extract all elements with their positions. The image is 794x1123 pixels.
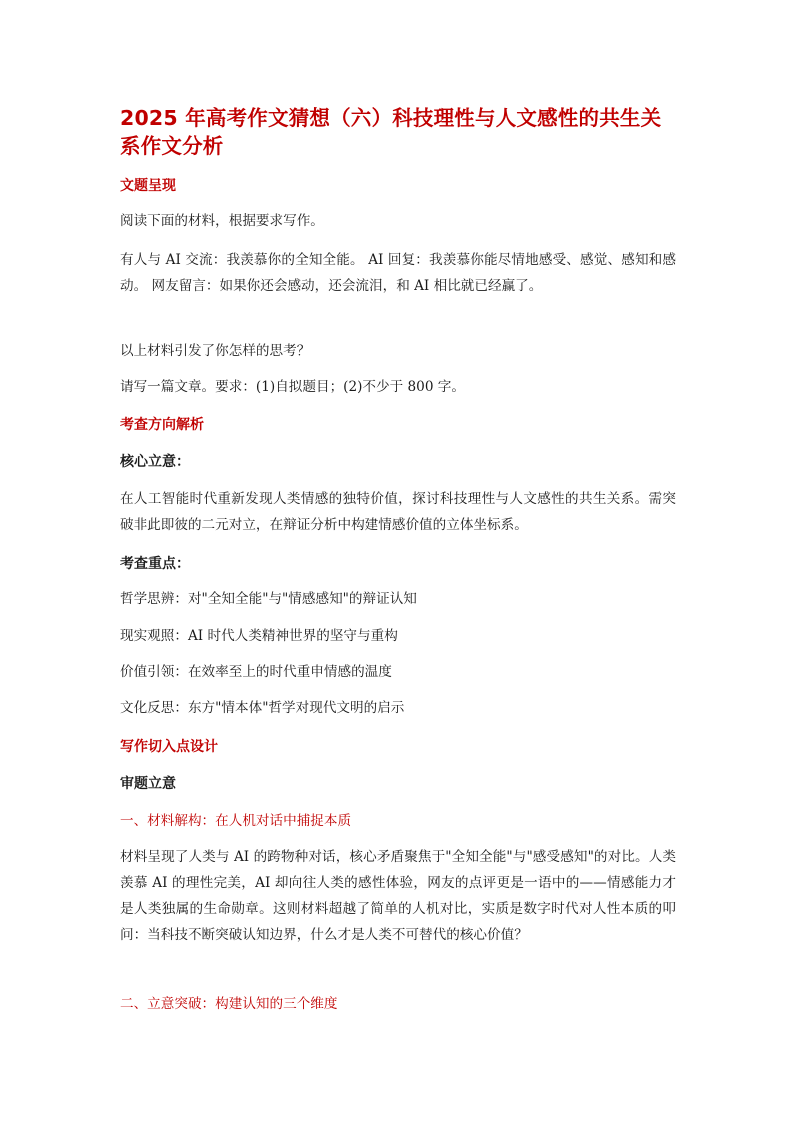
- core-idea-heading: 核心立意：: [120, 454, 190, 470]
- prompt-question: 以上材料引发了你怎样的思考？: [120, 343, 311, 359]
- section-heading-approach: 写作切入点设计: [120, 739, 218, 755]
- point-2-title: 二、立意突破：构建认知的三个维度: [120, 996, 338, 1012]
- document-title: 2025 年高考作文猜想（六）科技理性与人文感性的共生关系作文分析: [120, 106, 662, 158]
- focus-heading: 考查重点：: [120, 556, 190, 572]
- focus-item: 价值引领：在效率至上的时代重申情感的温度: [120, 664, 392, 680]
- prompt-material: 有人与 AI 交流：我羡慕你的全知全能。 AI 回复：我羡慕你能尽情地感受、感觉、感知和感动。 网友留言：如果你还会感动，还会流泪，和 AI 相比就已经赢了。: [120, 252, 676, 294]
- prompt-requirements: 请写一篇文章。要求：(1)自拟题目；(2)不少于 800 字。: [120, 379, 465, 395]
- focus-item: 哲学思辨：对"全知全能"与"情感感知"的辩证认知: [120, 591, 417, 607]
- topic-analysis-heading: 审题立意: [120, 776, 176, 792]
- point-1-title: 一、材料解构：在人机对话中捕捉本质: [120, 813, 352, 829]
- section-heading-prompt: 文题呈现: [120, 178, 176, 194]
- focus-item: 现实观照：AI 时代人类精神世界的坚守与重构: [120, 628, 398, 644]
- prompt-instruction: 阅读下面的材料，根据要求写作。: [120, 213, 324, 229]
- focus-item: 文化反思：东方"情本体"哲学对现代文明的启示: [120, 700, 405, 716]
- core-idea-text: 在人工智能时代重新发现人类情感的独特价值，探讨科技理性与人文感性的共生关系。需突破非此即彼的二元对立，在辩证分析中构建情感价值的立体坐标系。: [120, 491, 676, 533]
- section-heading-analysis: 考查方向解析: [120, 417, 204, 433]
- point-1-text: 材料呈现了人类与 AI 的跨物种对话，核心矛盾聚焦于"全知全能"与"感受感知"的对比。人类羡慕 AI 的理性完美，AI 却向往人类的感性体验，网友的点评更是一语中的——情感能力才是人类独属的生命勋章。这则材料超越了简单的人机对比，实质是数字时代对人性本质的叩问：当科技不断突破认知边界，什么才是人类不可替代的核心价值？: [120, 849, 676, 943]
